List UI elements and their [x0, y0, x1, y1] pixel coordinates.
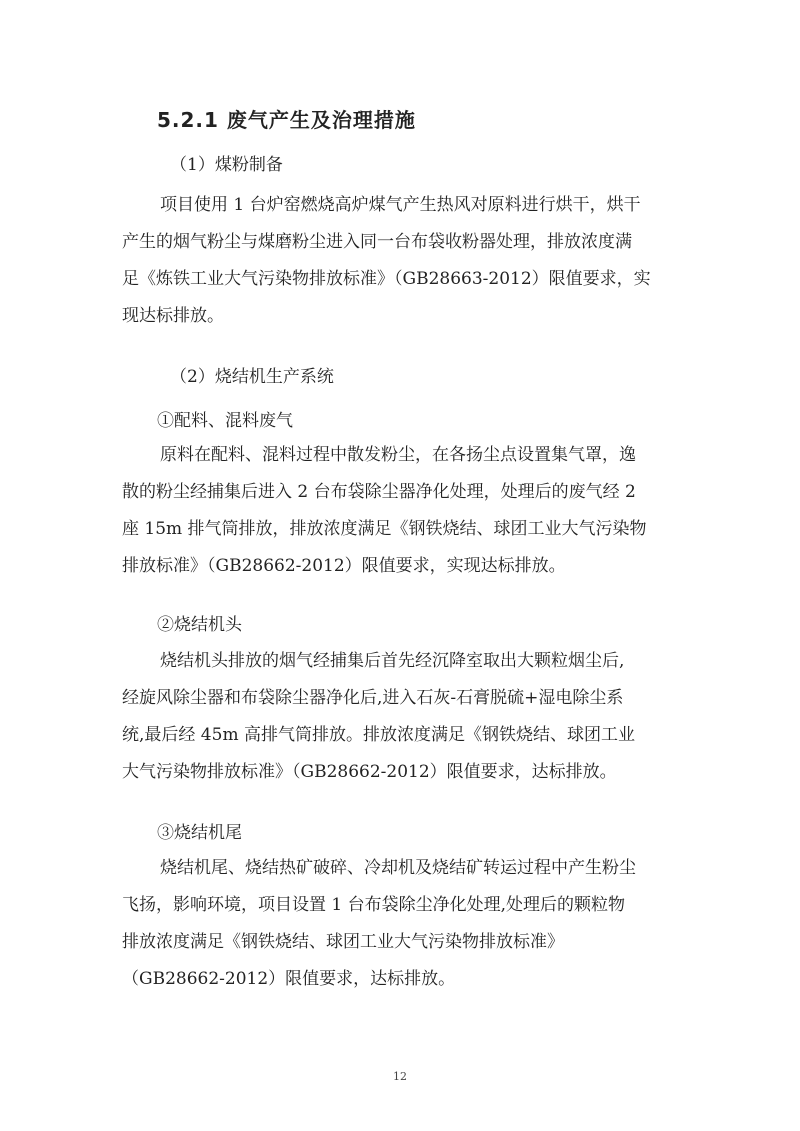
section-heading: 5.2.1 废气产生及治理措施 [157, 108, 416, 132]
subheading-sinter-tail: ③烧结机尾 [157, 823, 242, 843]
subheading-sintering-system: （2）烧结机生产系统 [170, 367, 334, 387]
line: 原料在配料、混料过程中散发粉尘，在各扬尘点设置集气罩，逸 [160, 445, 636, 465]
subheading-coal-powder: （1）煤粉制备 [170, 155, 283, 175]
line: 足《炼铁工业大气污染物排放标准》（GB28663-2012）限值要求，实 [122, 269, 651, 289]
paragraph-batching [122, 437, 682, 585]
line: 座 15m 排气筒排放，排放浓度满足《钢铁烧结、球团工业大气污染物 [122, 519, 647, 539]
line: 经旋风除尘器和布袋除尘器净化后,进入石灰-石膏脱硫+湿电除尘系 [122, 688, 624, 708]
line: 产生的烟气粉尘与煤磨粉尘进入同一台布袋收粉器处理，排放浓度满 [122, 232, 632, 252]
line: 排放浓度满足《钢铁烧结、球团工业大气污染物排放标准》 [122, 932, 564, 952]
line: 排放标准》（GB28662-2012）限值要求，实现达标排放。 [122, 556, 566, 576]
paragraph-sinter-tail [122, 850, 682, 998]
line: （GB28662-2012）限值要求，达标排放。 [122, 969, 456, 989]
page-number: 12 [393, 1070, 407, 1083]
line: 大气污染物排放标准》（GB28662-2012）限值要求，达标排放。 [122, 762, 617, 782]
paragraph-coal-powder [122, 187, 682, 335]
line: 烧结机头排放的烟气经捕集后首先经沉降室取出大颗粒烟尘后, [160, 651, 625, 671]
line: 统,最后经 45m 高排气筒排放。排放浓度满足《钢铁烧结、球团工业 [122, 725, 635, 745]
line: 烧结机尾、烧结热矿破碎、冷却机及烧结矿转运过程中产生粉尘 [160, 858, 636, 878]
line: 飞扬，影响环境，项目设置 1 台布袋除尘净化处理,处理后的颗粒物 [122, 895, 626, 915]
line: 项目使用 1 台炉窑燃烧高炉煤气产生热风对原料进行烘干，烘干 [160, 195, 641, 215]
paragraph-sinter-head [122, 643, 682, 791]
line: 散的粉尘经捕集后进入 2 台布袋除尘器净化处理，处理后的废气经 2 [122, 482, 636, 502]
line: 现达标排放。 [122, 306, 224, 326]
subheading-batching: ①配料、混料废气 [157, 411, 293, 431]
subheading-sinter-head: ②烧结机头 [157, 615, 242, 635]
